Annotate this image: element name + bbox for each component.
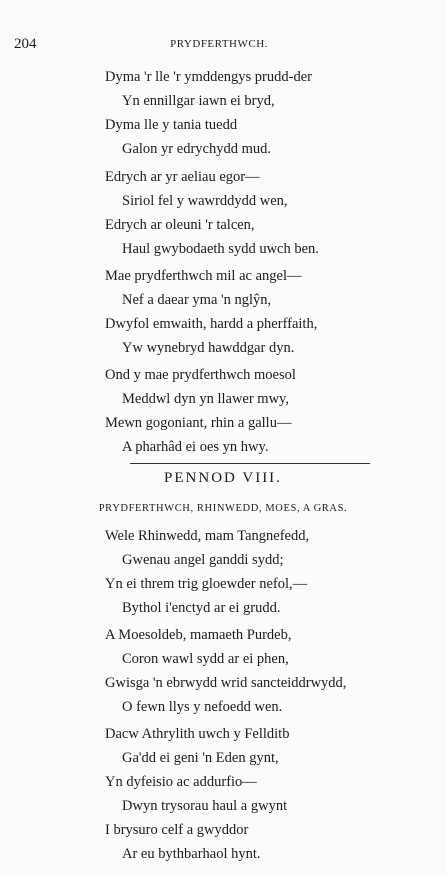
section-divider: [130, 463, 370, 464]
poem-line: O fewn llys y nefoedd wen.: [122, 699, 283, 715]
poem-line: Nef a daear yma 'n nglŷn,: [122, 292, 272, 308]
poem-line: Yn dyfeisio ac addurfio—: [105, 774, 257, 790]
poem-line: A Moesoldeb, mamaeth Purdeb,: [105, 627, 292, 643]
poem-line: Gwenau angel ganddi sydd;: [122, 552, 284, 568]
poem-line: Yw wynebryd hawddgar dyn.: [122, 340, 295, 356]
poem-line: Coron wawl sydd ar ei phen,: [122, 651, 289, 667]
poem-line: Ar eu bythbarhaol hynt.: [122, 846, 261, 862]
poem-line: Yn ei threm trig gloewder nefol,—: [105, 576, 308, 592]
poem-line: Wele Rhinwedd, mam Tangnefedd,: [105, 528, 310, 544]
poem-line: Yn ennillgar iawn ei bryd,: [122, 93, 275, 109]
poem-line: Siriol fel y wawrddydd wen,: [122, 193, 288, 209]
poem-line: A pharhâd ei oes yn hwy.: [122, 439, 269, 455]
poem-line: Ga'dd ei geni 'n Eden gynt,: [122, 750, 279, 766]
chapter-title: PENNOD VIII.: [164, 470, 282, 486]
poem-line: Haul gwybodaeth sydd uwch ben.: [122, 241, 319, 257]
poem-line: Dyma lle y tania tuedd: [105, 117, 238, 133]
poem-line: Dacw Athrylith uwch y Fellditb: [105, 726, 290, 742]
poem-line: Mae prydferthwch mil ac angel—: [105, 268, 302, 284]
page-header: [14, 36, 424, 56]
poem-line: Ond y mae prydferthwch moesol: [105, 367, 296, 383]
poem-line: Mewn gogoniant, rhin a gallu—: [105, 415, 292, 431]
poem-line: Edrych ar yr aeliau egor—: [105, 169, 260, 185]
poem-line: Gwisga 'n ebrwydd wrid sancteiddrwydd,: [105, 675, 347, 691]
poem-line: Edrych ar oleuni 'r talcen,: [105, 217, 255, 233]
poem-line: Galon yr edrychydd mud.: [122, 141, 271, 157]
poem-line: I brysuro celf a gwyddor: [105, 822, 249, 838]
poem-line: Dyma 'r lle 'r ymddengys prudd-der: [105, 69, 312, 85]
page-number: 204: [14, 36, 37, 52]
poem-line: Dwyn trysorau haul a gwynt: [122, 798, 288, 814]
running-head: PRYDFERTHWCH.: [170, 38, 268, 50]
poem-line: Bythol i'enctyd ar ei grudd.: [122, 600, 281, 616]
chapter-subtitle: PRYDFERTHWCH, RHINWEDD, MOES, A GRAS.: [98, 503, 348, 514]
poem-line: Dwyfol emwaith, hardd a pherffaith,: [105, 316, 318, 332]
poem-line: Meddwl dyn yn llawer mwy,: [122, 391, 289, 407]
